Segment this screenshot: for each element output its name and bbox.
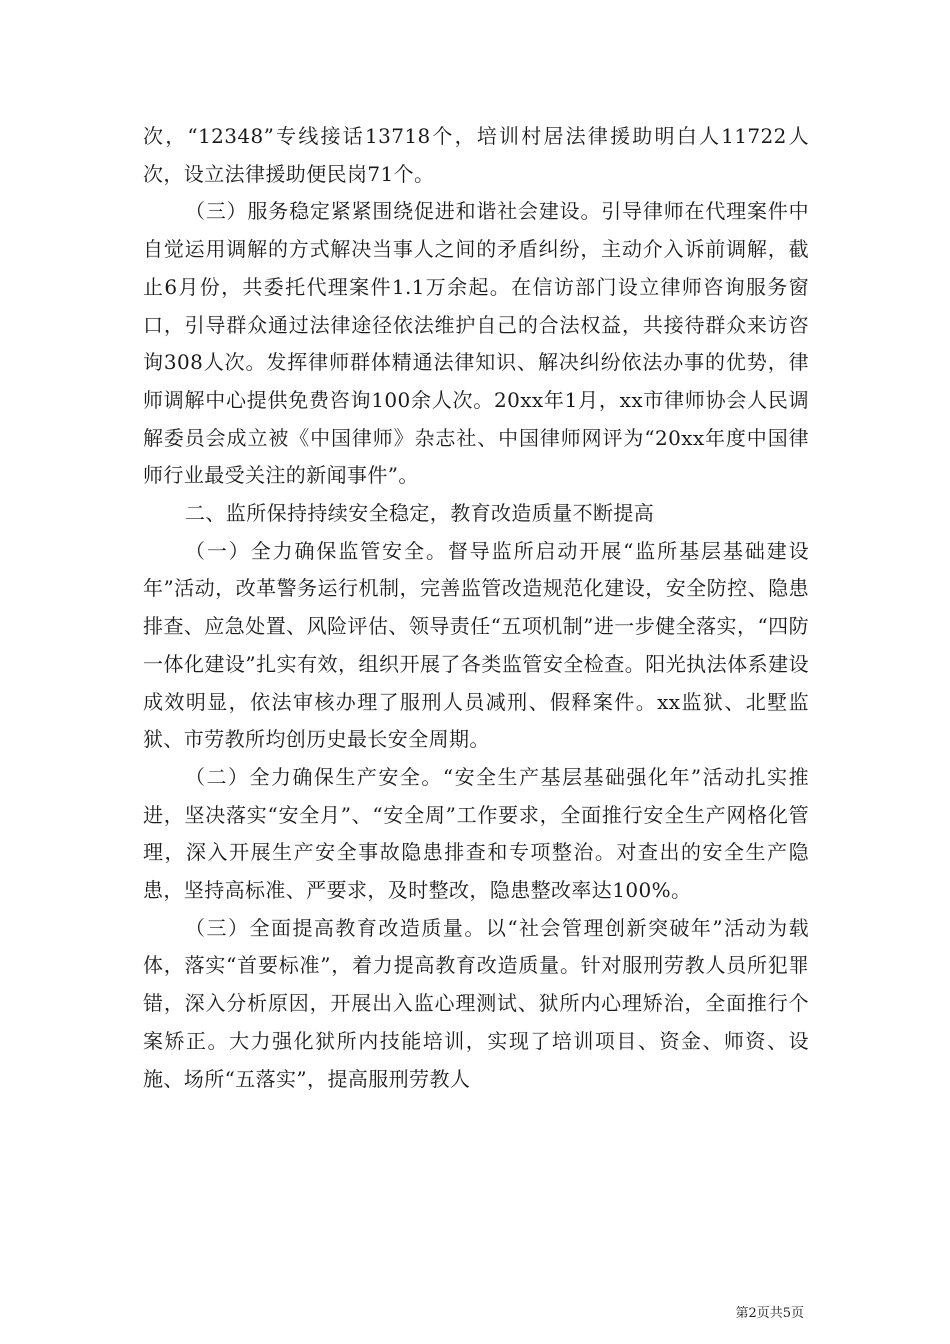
paragraph-section-3-service-stability: （三）服务稳定紧紧围绕促进和谐社会建设。引导律师在代理案件中自觉运用调解的方式解决当事人之间的矛盾纠纷，主动介入诉前调解，截止6月份，共委托代理案件1.1万余起。在信访部门设立律师咨询服务窗口，引导群众通过法律途径依法维护自己的合法权益，共接待群众来访咨询308人次。发挥律师群体精通法律知识、解决纠纷依法办事的优势，律师调解中心提供免费咨询100余人次。20xx年1月，xx市律师协会人民调解委员会成立被《中国律师》杂志社、中国律师网评为“20xx年度中国律师行业最受关注的新闻事件”。 — [143, 199, 809, 488]
page-number-indicator: 第2页共5页 — [735, 1306, 804, 1321]
section-heading-prison-stability: 二、监所保持持续安全稳定，教育改造质量不断提高 — [185, 501, 655, 526]
document-body — [143, 118, 809, 1098]
paragraph-education-reform: （三）全面提高教育改造质量。以“社会管理创新突破年”活动为载体，落实“首要标准”，着力提高教育改造质量。针对服刑劳教人员所犯罪错，深入分析原因，开展出入监心理测试、狱所内心理矫治，全面推行个案矫正。大力强化狱所内技能培训，实现了培训项目、资金、师资、设施、场所“五落实”，提高服刑劳教人 — [143, 915, 809, 1091]
paragraph-continuation: 次，“12348”专线接话13718个，培训村居法律援助明白人11722人次，设立法律援助便民岗71个。 — [143, 124, 809, 186]
paragraph-supervision-safety: （一）全力确保监管安全。督导监所启动开展“监所基层基础建设年”活动，改革警务运行机制，完善监管改造规范化建设，安全防控、隐患排查、应急处置、风险评估、领导责任“五项机制”进一步健全落实，“四防一体化建设”扎实有效，组织开展了各类监管安全检查。阳光执法体系建设成效明显，依法审核办理了服刑人员减刑、假释案件。xx监狱、北墅监狱、市劳教所均创历史最长安全周期。 — [143, 538, 809, 752]
paragraph-production-safety: （二）全力确保生产安全。“安全生产基层基础强化年”活动扎实推进，坚决落实“安全月”、“安全周”工作要求，全面推行安全生产网格化管理，深入开展生产安全事故隐患排查和专项整治。对查出的安全生产隐患，坚持高标准、严要求，及时整改，隐患整改率达100%。 — [143, 764, 809, 903]
